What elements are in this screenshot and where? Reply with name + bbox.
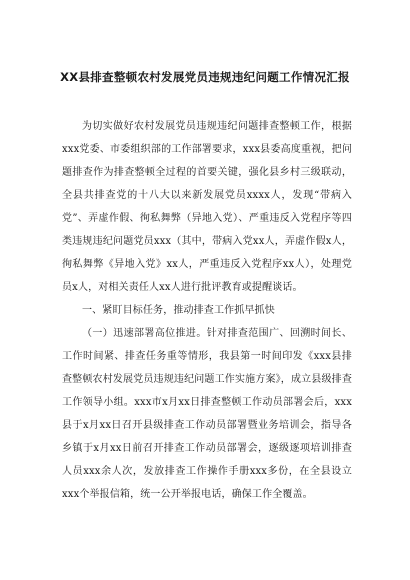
- subsection-label-1: （一）迅速部署高位推进。: [82, 328, 207, 339]
- section-heading-1: 一、紧盯目标任务，推动排查工作抓早抓快: [82, 305, 275, 316]
- intro-paragraph: 为切实做好农村发展党员违规违纪问题排查整顿工作，根据xxx党委、市委组织部的工作部署要求，xxx县委高度重视，把问题排查作为排查整顿全过程的首要关键，强化县乡村三级联动，全县共排查党的十八大以来新发展党员xxxx人，发现“带病入党”、弄虚作假、徇私舞弊（异地入党）、严重违反入党程序等四类违规违纪问题党员xxx（其中，带病入党xx人，弄虚作假x人，徇私舞弊《异地入党》xx人，严重违反入党程序xx人），处理党员x人，对相关责任人xx人进行批评教育或提醒谈话。: [62, 121, 352, 293]
- document-title: XX县排查整顿农村发展党员违规违纪问题工作情况汇报: [60, 70, 350, 84]
- subsection-paragraph-1: [62, 322, 352, 506]
- subsection-text-1: 针对排查范围广、回溯时间长、工作时间紧、排查任务重等情形，我县第一时间印发《xxx县排查整顿农村发展党员违规违纪问题工作实施方案》，成立县级排查工作领导小组。xxx市x月xx日排查整顿工作动员部署会后，xxx县于x月xx日召开县级排查工作动员部署暨业务培训会，指导各乡镇于x月xx日前召开排查工作动员部署会，逐级逐项培训排查人员xxx余人次，发放排查工作操作手册xxx多份，在全县设立xxx个举报信箱，统一公开举报电话，确保工作全覆盖。: [62, 328, 352, 500]
- document-body: [62, 115, 352, 506]
